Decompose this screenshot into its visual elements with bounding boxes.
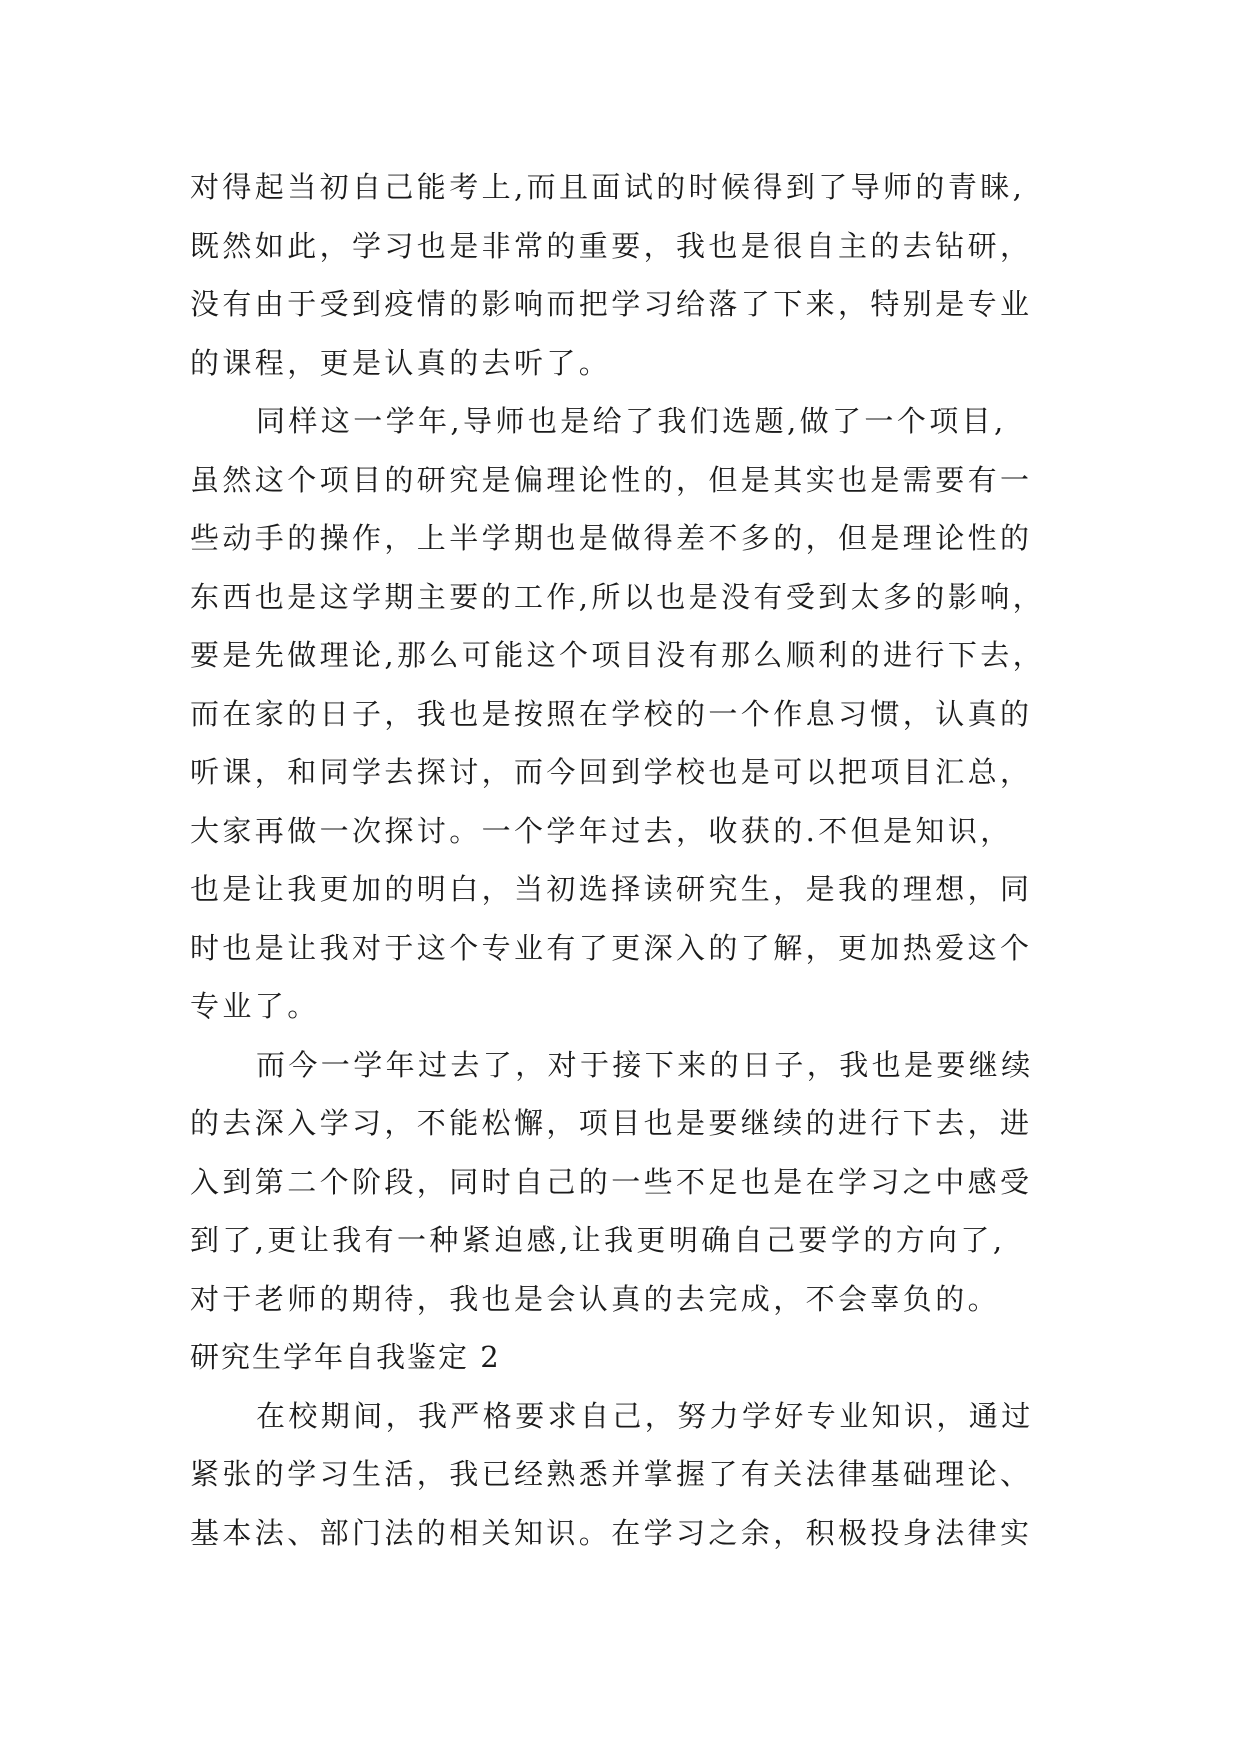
text-line: 时也是让我对于这个专业有了更深入的了解，更加热爱这个	[190, 930, 1033, 965]
text-line: 入到第二个阶段，同时自己的一些不足也是在学习之中感受	[190, 1164, 1033, 1199]
text-line: 要是先做理论,那么可能这个项目没有那么顺利的进行下去，	[190, 638, 1046, 672]
text-line: 既然如此，学习也是非常的重要，我也是很自主的去钻研，	[190, 228, 1033, 263]
text-line: 专业了。	[190, 989, 320, 1023]
text-line: 听课，和同学去探讨，而今回到学校也是可以把项目汇总，	[190, 755, 1033, 789]
text-line: 而在家的日子，我也是按照在学校的一个作息习惯，认真的	[190, 696, 1033, 731]
text-line: 对得起当初自己能考上,而且面试的时候得到了导师的青睐,	[190, 170, 1026, 204]
text-line: 大家再做一次探讨。一个学年过去，收获的.不但是知识，	[190, 813, 1013, 848]
text-line: 对于老师的期待，我也是会认真的去完成，不会辜负的。	[190, 1281, 1001, 1316]
text-line: 没有由于受到疫情的影响而把学习给落了下来，特别是专业	[190, 287, 1033, 321]
text-line: 同样这一学年,导师也是给了我们选题,做了一个项目,	[256, 404, 1007, 438]
text-line: 的课程，更是认真的去听了。	[190, 345, 612, 380]
text-line: 虽然这个项目的研究是偏理论性的，但是其实也是需要有一	[190, 462, 1033, 497]
text-line: 东西也是这学期主要的工作,所以也是没有受到太多的影响，	[190, 579, 1046, 614]
document-body	[190, 158, 1090, 1562]
section-heading: 研究生学年自我鉴定 2	[190, 1340, 501, 1374]
text-line: 些动手的操作，上半学期也是做得差不多的，但是理论性的	[190, 521, 1033, 555]
text-line: 而今一学年过去了，对于接下来的日子，我也是要继续	[256, 1047, 1034, 1082]
text-line: 紧张的学习生活，我已经熟悉并掌握了有关法律基础理论、	[190, 1457, 1033, 1491]
text-line: 到了,更让我有一种紧迫感,让我更明确自己要学的方向了,	[190, 1223, 1006, 1257]
text-line: 的去深入学习，不能松懈，项目也是要继续的进行下去，进	[190, 1106, 1033, 1140]
text-line: 也是让我更加的明白，当初选择读研究生，是我的理想，同	[190, 872, 1033, 906]
text-line: 基本法、部门法的相关知识。在学习之余，积极投身法律实	[190, 1515, 1033, 1550]
text-line: 在校期间，我严格要求自己，努力学好专业知识，通过	[256, 1398, 1034, 1433]
